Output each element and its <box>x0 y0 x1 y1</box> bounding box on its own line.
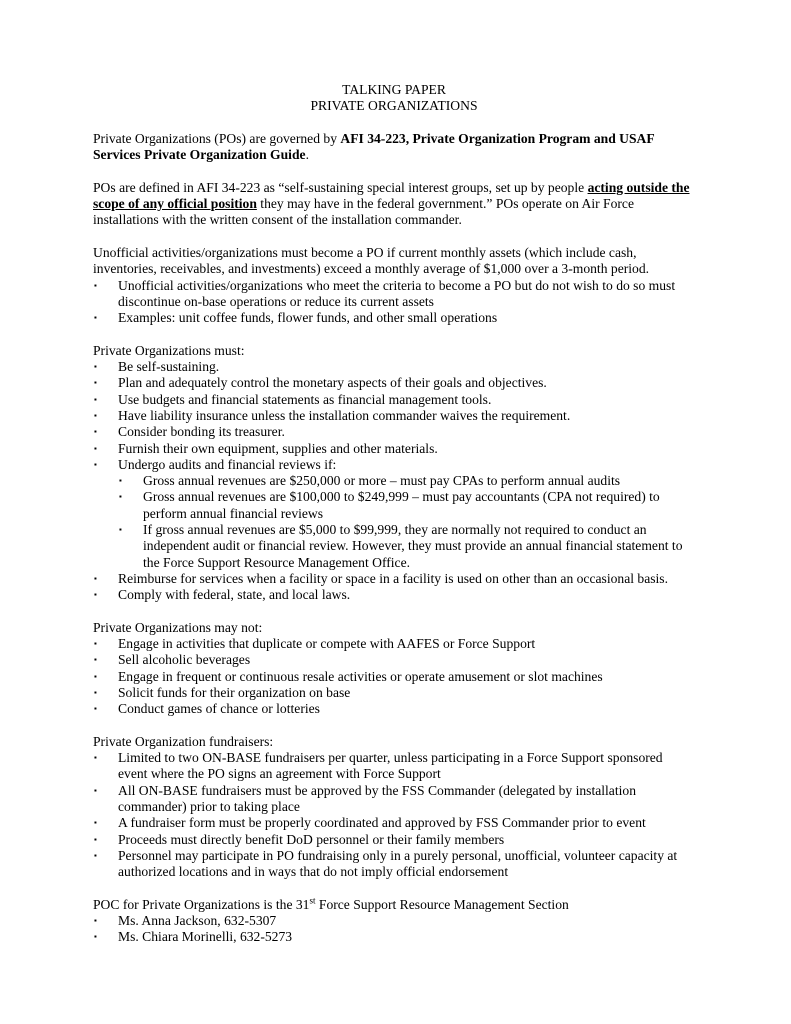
sublist-item: ▪ Gross annual revenues are $250,000 or more – must pay CPAs to perform annual audits <box>119 473 621 489</box>
list-item: ▪ Engage in frequent or continuous resale activities or operate amusement or slot machines <box>94 668 603 684</box>
bullet-icon: ▪ <box>94 834 97 844</box>
bullet-icon: ▪ <box>94 753 97 763</box>
list-item: ▪ Limited to two ON-BASE fundraisers per quarter, unless participating in a Force Support sponsored event where the PO signs an agreement with Force Support <box>94 750 663 782</box>
title-line-2: PRIVATE ORGANIZATIONS <box>310 98 478 114</box>
list-item: ▪ Reimburse for services when a facility or space in a facility is used on other than an occasional basis. <box>94 570 668 586</box>
list-item: ▪ Consider bonding its treasurer. <box>94 424 285 440</box>
bullet-icon: ▪ <box>94 427 97 437</box>
list-item: ▪ Examples: unit coffee funds, flower funds, and other small operations <box>94 310 498 326</box>
contact-item: ▪ Ms. Anna Jackson, 632-5307 <box>94 913 277 929</box>
bullet-icon: ▪ <box>94 639 97 649</box>
bullet-icon: ▪ <box>94 850 97 860</box>
intro-paragraph-1: Private Organizations (POs) are governed by AFI 34-223, Private Organization Program and USAF Services Private Organization Guide. <box>93 130 655 163</box>
bullet-icon: ▪ <box>94 443 97 453</box>
bullet-icon: ▪ <box>94 362 97 372</box>
sublist-item: ▪ Gross annual revenues are $100,000 to $249,999 – must pay accountants (CPA not required) to perform annual financial reviews <box>119 489 660 521</box>
unofficial-paragraph: Unofficial activities/organizations must become a PO if current monthly assets (which include cash, inventories, receivables, and investments) exceed a monthly average of $1,000 over a 3-month period. <box>93 244 650 277</box>
list-item: ▪ Sell alcoholic beverages <box>94 652 251 668</box>
bullet-icon: ▪ <box>94 410 97 420</box>
list-item: ▪ Plan and adequately control the monetary aspects of their goals and objectives. <box>94 375 547 391</box>
fundraisers-list <box>93 750 695 880</box>
list-item: ▪ Comply with federal, state, and local laws. <box>94 587 351 603</box>
poc-paragraph: POC for Private Organizations is the 31st Force Support Resource Management Section <box>93 895 569 912</box>
list-item: ▪ Use budgets and financial statements as financial management tools. <box>94 391 492 407</box>
sublist-item: ▪ If gross annual revenues are $5,000 to $99,999, they are normally not required to conduct an independent audit or financial review. However, they must provide an annual financial statement to the Force Support Resource Management Office. <box>119 522 683 570</box>
list-item: ▪ A fundraiser form must be properly coordinated and approved by FSS Commander prior to event <box>94 815 646 831</box>
list-item: ▪ Conduct games of chance or lotteries <box>94 701 320 717</box>
may-not-list <box>93 636 695 717</box>
intro-paragraph-2: POs are defined in AFI 34-223 as “self-sustaining special interest groups, set up by people acting outside the scope of any official position they may have in the federal government.” POs operate on Air Force installations with the written consent of the installation commander. <box>93 179 690 228</box>
bullet-icon: ▪ <box>119 492 122 502</box>
ordinal-superscript: st <box>309 895 316 906</box>
bullet-icon: ▪ <box>94 932 97 942</box>
list-item: ▪ Unofficial activities/organizations who meet the criteria to become a PO but do not wish to do so must discontinue on-base operations or reduce its current assets <box>94 277 676 309</box>
title-line-1: TALKING PAPER <box>342 82 446 97</box>
bullet-icon: ▪ <box>94 687 97 697</box>
bullet-icon: ▪ <box>94 280 97 290</box>
list-item: ▪ Have liability insurance unless the installation commander waives the requirement. <box>94 407 571 423</box>
bullet-icon: ▪ <box>94 671 97 681</box>
list-item: ▪ Furnish their own equipment, supplies and other materials. <box>94 440 438 456</box>
fundraisers-heading: Private Organization fundraisers: <box>93 733 274 749</box>
bullet-icon: ▪ <box>94 704 97 714</box>
bullet-icon: ▪ <box>94 916 97 926</box>
must-heading: Private Organizations must: <box>93 342 245 358</box>
bullet-icon: ▪ <box>94 313 97 323</box>
bullet-icon: ▪ <box>94 394 97 404</box>
contact-item: ▪ Ms. Chiara Morinelli, 632-5273 <box>94 929 293 945</box>
bullet-icon: ▪ <box>94 655 97 665</box>
must-list <box>93 359 695 603</box>
bullet-icon: ▪ <box>94 818 97 828</box>
bullet-icon: ▪ <box>94 378 97 388</box>
list-item: ▪ Be self-sustaining. <box>94 359 220 375</box>
regulation-reference: AFI 34-223, Private Organization Program and USAF Services Private Organization Guide <box>93 130 655 163</box>
list-item: ▪ Solicit funds for their organization on base <box>94 684 351 700</box>
unofficial-list <box>93 278 695 327</box>
bullet-icon: ▪ <box>119 525 122 535</box>
list-item: ▪ Undergo audits and financial reviews if: ▪ Gross annual revenues are $250,000 or more – must pay CPAs to perform annual audits ▪ Gross annual revenues are $100,000 to $249,999 – must pay accountants (CPA not required) to perform annual financial reviews ▪ If gross annual revenues are $5,000 to $99,999, they are normally not required to conduct an independent audit or financial review. However, they must provide an annual financial statement to the Force Support Resource Management Office. <box>93 457 695 571</box>
may-not-heading: Private Organizations may not: <box>93 619 263 635</box>
audit-sublist <box>118 473 695 571</box>
bullet-icon: ▪ <box>94 785 97 795</box>
bullet-icon: ▪ <box>94 590 97 600</box>
bullet-icon: ▪ <box>119 476 122 486</box>
bullet-icon: ▪ <box>94 459 97 469</box>
list-item: ▪ All ON-BASE fundraisers must be approved by the FSS Commander (delegated by installation commander) prior to taking place <box>94 782 636 815</box>
list-item: ▪ Proceeds must directly benefit DoD personnel or their family members <box>94 831 505 847</box>
poc-contacts-list <box>93 913 695 946</box>
list-item: ▪ Personnel may participate in PO fundraising only in a purely personal, unofficial, volunteer capacity at authorized locations and in ways that do not imply official endorsement <box>94 847 678 880</box>
emphasis-official-position: acting outside the scope of any official position <box>93 179 690 212</box>
list-item: ▪ Engage in activities that duplicate or compete with AAFES or Force Support <box>94 636 536 652</box>
bullet-icon: ▪ <box>94 573 97 583</box>
